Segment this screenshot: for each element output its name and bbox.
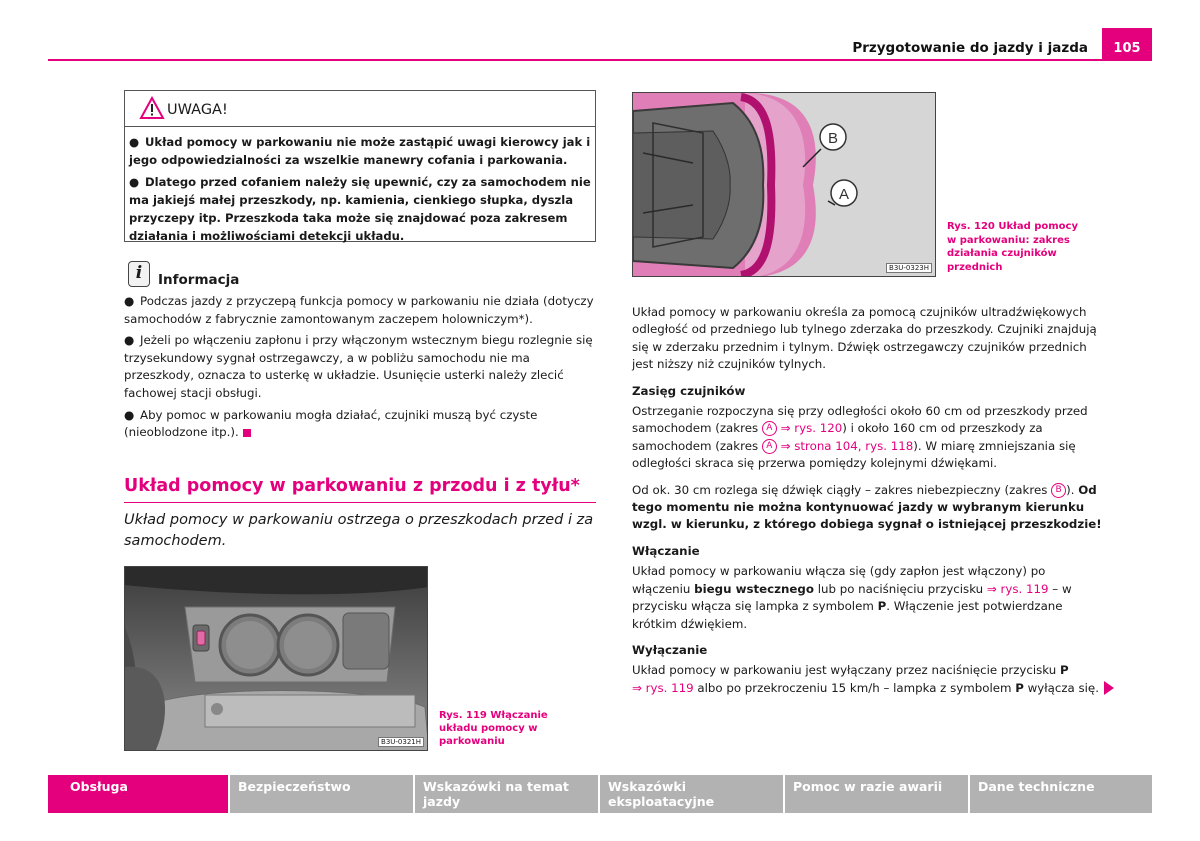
warning-box xyxy=(124,90,596,242)
header-rule xyxy=(48,59,1152,61)
info-icon: i xyxy=(128,261,150,287)
section-subtitle: Układ pomocy w parkowaniu ostrzega o przeszkodach przed i za samochodem. xyxy=(124,512,594,549)
section-title: Układ pomocy w parkowaniu z przodu i z tyłu* xyxy=(124,476,580,496)
page-number: 105 xyxy=(1102,28,1152,60)
tab-wskazowki-eksploatacyjne[interactable]: Wskazówki eksploatacyjne xyxy=(600,775,783,813)
warning-title: UWAGA! xyxy=(167,102,228,118)
zone-b-label: B xyxy=(827,130,839,147)
footer-tabs xyxy=(48,775,1152,813)
park-assist-symbol-icon: P xyxy=(1060,663,1069,678)
end-of-section-icon xyxy=(243,429,251,437)
range-paragraph-2: Od ok. 30 cm rozlega się dźwięk ciągły – zakres niebezpieczny (zakres B ). Od tego momentu nie można kontynuować jazdy w wybranym kierunku wzgl. w kierunku, z którego dobiega sygnał o istniejącej przeszkodzie! xyxy=(632,482,1102,532)
tab-obsluga[interactable]: Obsługa xyxy=(48,775,228,813)
off-heading: Wyłączanie xyxy=(632,642,708,657)
ref-link[interactable]: ⇒ rys. 119 xyxy=(632,680,694,695)
zone-a-icon: A xyxy=(762,421,777,436)
zone-a-label: A xyxy=(838,186,850,203)
off-paragraph: Układ pomocy w parkowaniu jest wyłączany przez naciśnięcie przycisku P ⇒ rys. 119 albo po przekroczeniu 15 km/h – lampka z symbolem P wyłącza się. xyxy=(632,663,1099,695)
sensor-range-illustration xyxy=(633,93,936,277)
warning-body xyxy=(129,133,591,249)
zone-b-icon: B xyxy=(1051,483,1066,498)
info-body xyxy=(124,293,598,446)
center-console-illustration xyxy=(125,567,428,751)
info-title: Informacja xyxy=(158,272,240,288)
info-item: ● Podczas jazdy z przyczepą funkcja pomocy w parkowaniu nie działa (dotyczy samochodów z fabrycznie zamontowanym zaczepem holowniczym*). xyxy=(124,294,594,326)
section-rule xyxy=(124,502,596,503)
figure-code: B3U-0323H xyxy=(886,263,932,273)
range-heading: Zasięg czujników xyxy=(632,383,746,398)
figure-119-caption: Rys. 119 Włączanie układu pomocy w parkowaniu xyxy=(439,710,548,747)
warning-item: ● Układ pomocy w parkowaniu nie może zastąpić uwagi kierowcy jak i jego odpowiedzialności za wszelkie manewry cofania i parkowania. xyxy=(129,135,591,167)
warning-header xyxy=(125,91,595,127)
tab-bezpieczenstwo[interactable]: Bezpieczeństwo xyxy=(230,775,413,813)
tab-pomoc-awarii[interactable]: Pomoc w razie awarii xyxy=(785,775,968,813)
figure-120-image xyxy=(632,92,936,277)
figure-code: B3U-0321H xyxy=(378,737,424,747)
on-paragraph: Układ pomocy w parkowaniu włącza się (gdy zapłon jest włączony) po włączeniu biegu wstecznego lub po naciśnięciu przycisku ⇒ rys. 119 – w przycisku włącza się lampka z symbolem P. Włączenie jest potwierdzane krótkim dźwiękiem. xyxy=(632,564,1072,631)
on-heading: Włączanie xyxy=(632,543,700,558)
warning-triangle-icon xyxy=(139,96,165,120)
warning-item: ● Dlatego przed cofaniem należy się upewnić, czy za samochodem nie ma jakiejś małej przeszkody, np. kamienia, cienkiego słupka, dyszla przyczepy itp. Przeszkoda taka może się znajdować poza zakresem działania i możliwościami detekcji układu. xyxy=(129,175,591,243)
info-item: ● Jeżeli po włączeniu zapłonu i przy włączonym wstecznym biegu rozlegnie się trzysekundowy sygnał ostrzegawczy, a w pobliżu samochodu nie ma przeszkody, oznacza to usterkę w układzie. Usunięcie usterki należy zlecić fachowej stacji obsługi. xyxy=(124,333,593,400)
ref-link[interactable]: ⇒ strona 104, rys. 118 xyxy=(780,438,914,453)
figure-120-caption: Rys. 120 Układ pomocy w parkowaniu: zakres działania czujników przednich xyxy=(947,221,1078,273)
ref-link[interactable]: ⇒ rys. 120 xyxy=(780,421,843,436)
main-text-right xyxy=(632,304,1104,706)
zone-a-icon: A xyxy=(762,439,777,454)
tab-dane-techniczne[interactable]: Dane techniczne xyxy=(970,775,1152,813)
continue-arrow-icon xyxy=(1104,681,1114,695)
figure-119-image xyxy=(124,566,428,751)
info-item: ● Aby pomoc w parkowaniu mogła działać, czujniki muszą być czyste (nieoblodzone itp.). xyxy=(124,407,538,440)
intro-paragraph: Układ pomocy w parkowaniu określa za pomocą czujników ultradźwiękowych odległość od przedniego lub tylnego zderzaka do przeszkody. Czujniki znajdują się w zderzaku przednim i tylnym. Dźwięk ostrzegawczy czujników przednich jest niższy niż czujników tylnych. xyxy=(632,305,1097,372)
park-assist-symbol-icon: P xyxy=(877,599,887,614)
tab-wskazowki-jazdy[interactable]: Wskazówki na temat jazdy xyxy=(415,775,598,813)
running-header: Przygotowanie do jazdy i jazda xyxy=(852,40,1088,56)
ref-link[interactable]: ⇒ rys. 119 xyxy=(986,581,1049,596)
park-assist-symbol-icon: P xyxy=(1015,680,1024,695)
range-paragraph-1: Ostrzeganie rozpoczyna się przy odległości około 60 cm od przeszkody przed samochodem (zakres A ⇒ rys. 120) i około 160 cm od przeszkody za samochodem (zakres A ⇒ strona 104, rys. 118). W miarę zmniejszania się odległości skraca się przerwa pomiędzy kolejnymi dźwiękami. xyxy=(632,404,1088,471)
